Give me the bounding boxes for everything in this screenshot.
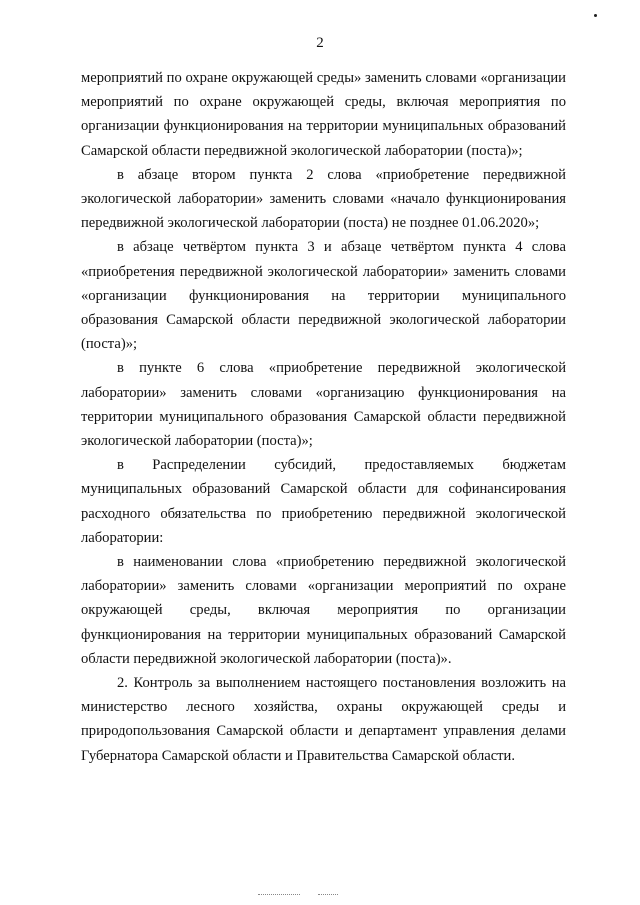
scan-mark-right: [318, 894, 338, 896]
scan-mark-left: [258, 894, 300, 896]
paragraph-title-change: в наименовании слова «приобретению передвижной экологической лаборатории» заменить словами «организации мероприятий по охране окружающей среды, включая мероприятия по организации функционирования на территории муниципальных образований Самарской области передвижной экологической лаборатории (поста)».: [81, 554, 566, 667]
document-body: [81, 66, 566, 768]
paragraph-item-2: в абзаце втором пункта 2 слова «приобретение передвижной экологической лаборатории» заменить словами «начало функционирования передвижной экологической лаборатории (поста) не позднее 01.06.2020»;: [81, 166, 566, 232]
page-number: 2: [316, 35, 324, 51]
paragraph-item-6: в пункте 6 слова «приобретение передвижной экологической лаборатории» заменить словами «организацию функционирования на территории муниципального образования Самарской области передвижной экологической лаборатории (поста)»;: [81, 360, 566, 450]
paragraph-distribution: в Распределении субсидий, предоставляемых бюджетам муниципальных образований Самарской области для софинансирования расходного обязательства по приобретению передвижной экологической лаборатории:: [81, 457, 566, 546]
scan-speck: [594, 14, 597, 17]
paragraph-control: 2. Контроль за выполнением настоящего постановления возложить на министерство лесного хозяйства, охраны окружающей среды и природопользования Самарской области и департамент управления делами Губернатора Самарской области и Правительства Самарской области.: [81, 675, 566, 764]
paragraph-item-3-4: в абзаце четвёртом пункта 3 и абзаце четвёртом пункта 4 слова «приобретения передвижной экологической лаборатории» заменить словами «организации функционирования на территории муниципального образования Самарской области передвижной экологической лаборатории (поста)»;: [81, 239, 566, 353]
paragraph-continuation: мероприятий по охране окружающей среды» заменить словами «организации мероприятий по охране окружающей среды, включая мероприятия по организации функционирования на территории муниципальных образований Самарской области передвижной экологической лаборатории (поста)»;: [81, 70, 566, 159]
